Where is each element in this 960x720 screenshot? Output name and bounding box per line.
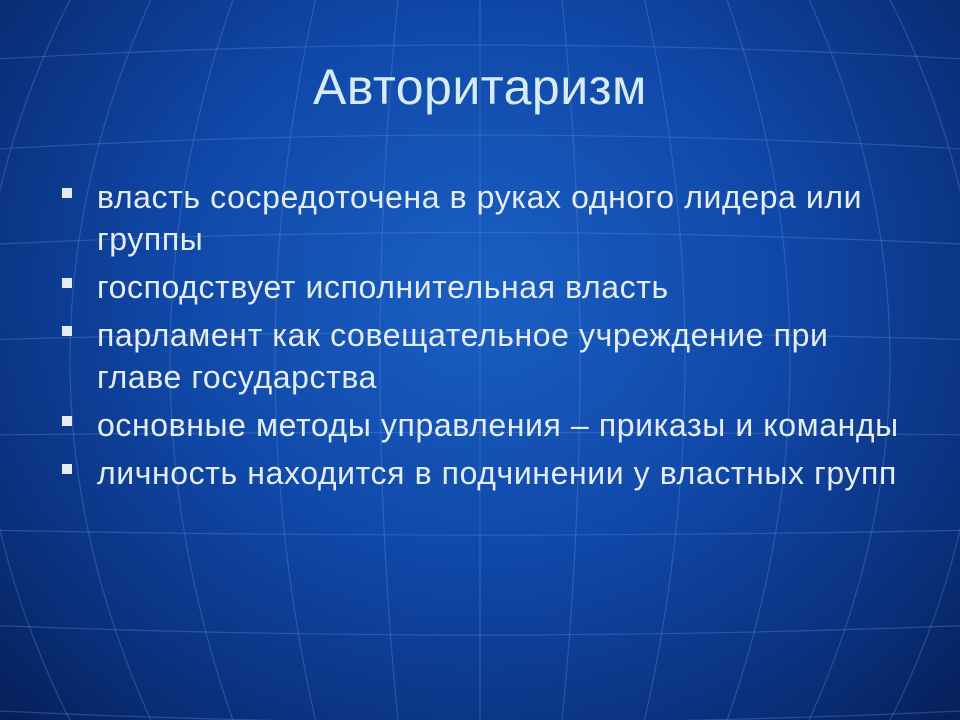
bullet-item-executive-power [62, 266, 922, 308]
bullet-text: парламент как совещательное учреждение при главе государства [97, 317, 829, 395]
square-bullet-icon [62, 464, 72, 474]
bullet-item-parliament [62, 314, 922, 398]
bullet-list [62, 176, 922, 500]
bullet-item-power-concentration [62, 176, 922, 260]
bullet-text: власть сосредоточена в руках одного лидера или группы [97, 179, 863, 257]
bullet-text: основные методы управления – приказы и команды [97, 407, 899, 443]
bullet-item-management-methods [62, 404, 922, 446]
bullet-text: личность находится в подчинении у властных групп [97, 455, 897, 491]
square-bullet-icon [62, 278, 72, 288]
square-bullet-icon [62, 416, 72, 426]
bullet-text: господствует исполнительная власть [97, 269, 669, 305]
slide-title: Авторитаризм [313, 59, 647, 115]
square-bullet-icon [62, 188, 72, 198]
bullet-item-individual-subordination [62, 452, 922, 494]
square-bullet-icon [62, 326, 72, 336]
